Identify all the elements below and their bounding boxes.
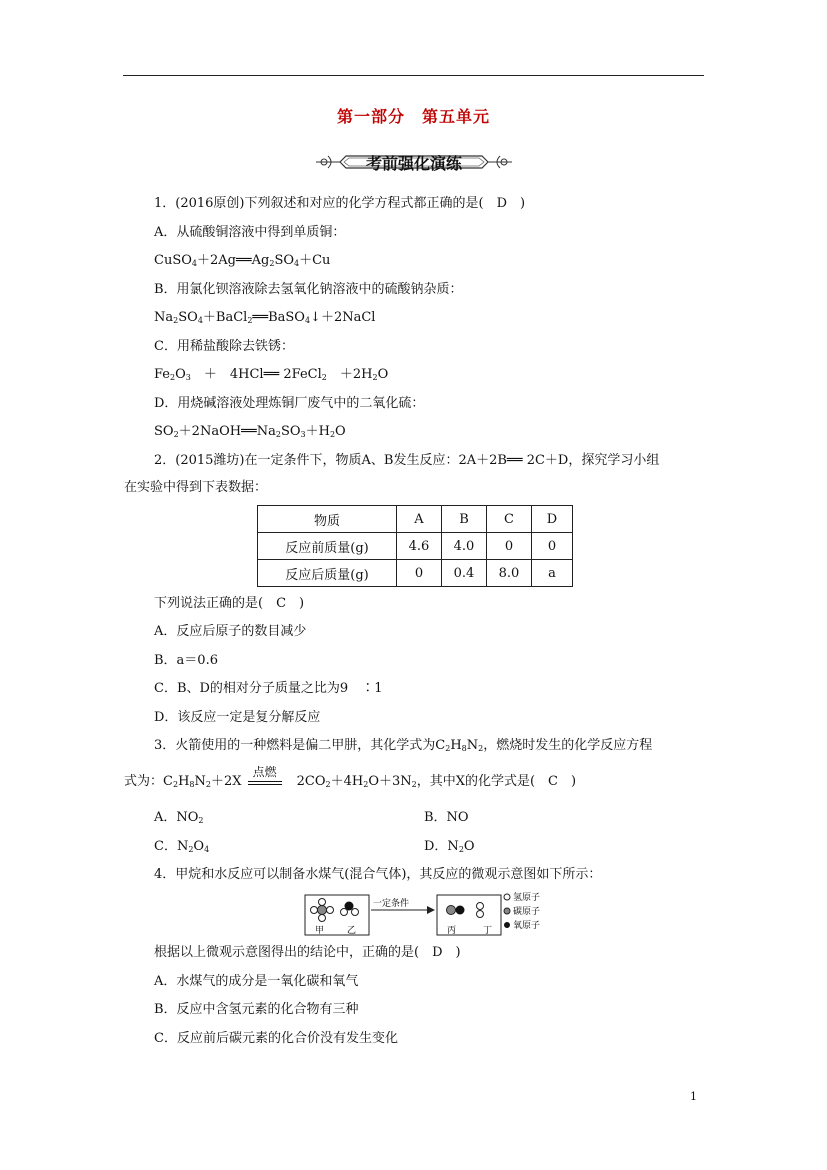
legend-hydrogen: 氢原子 [513, 893, 541, 903]
q3-line2-prefix: 式为： [124, 774, 164, 789]
section-banner [314, 146, 514, 178]
q1-option-d: D．用烧碱溶液处理炼铜厂废气中的二氧化硫： [154, 396, 425, 411]
q2-option-a: A．反应后原子的数目减少 [154, 624, 307, 639]
q1-stem: 1．(2016原创)下列叙述和对应的化学方程式都正确的是( D ) [154, 196, 526, 211]
page-number: 1 [690, 1090, 697, 1103]
q1-option-b: B．用氯化钡溶液除去氢氧化钠溶液中的硫酸钠杂质： [154, 282, 463, 297]
q3-stem-prefix: 3．火箭使用的一种燃料是偏二甲肼，其化学式为 [154, 738, 436, 753]
diagram-label-yi: 乙 [347, 926, 357, 936]
equals-sign-icon [248, 781, 282, 785]
reaction-condition [246, 765, 284, 791]
table-cell: a [532, 560, 573, 587]
table-cell: 4.0 [442, 533, 487, 560]
table-cell: 0.4 [442, 560, 487, 587]
q3-option-d: D．$N_2O$ [424, 839, 475, 854]
table-cell: 反应后质量(g) [258, 560, 397, 587]
banner-title: 考前强化演练 [365, 154, 462, 173]
table-cell: 反应前质量(g) [258, 533, 397, 560]
table-cell: 4.6 [397, 533, 442, 560]
q2-option-c: C．B、D的相对分子质量之比为9 ∶1 [154, 681, 383, 696]
table-cell: 0 [397, 560, 442, 587]
q3-option-a: A．$NO_2$ [154, 810, 204, 825]
q1-equation-c: $Fe_2O_3$ ＋ 4HCl══ 2FeCl$_2$ $+2H_2O$ [154, 367, 389, 382]
q2-option-d: D．该反应一定是复分解反应 [154, 710, 321, 725]
page-title: 第一部分 第五单元 [336, 107, 490, 126]
diagram-arrow-label: 一定条件 [373, 899, 410, 909]
table-cell: 0 [487, 533, 532, 560]
diagram-label-bing: 丙 [447, 926, 457, 936]
table-row [258, 560, 573, 587]
table-header-cell: D [532, 506, 573, 533]
legend-oxygen: 氧原子 [513, 921, 541, 931]
table-cell: 8.0 [487, 560, 532, 587]
q3-stem-suffix: ，燃烧时发生的化学反应方程 [483, 738, 653, 753]
q1-equation-d: $SO_2+2NaOH══Na_2SO_3+H_2O$ [154, 424, 346, 439]
table-cell: 0 [532, 533, 573, 560]
q2-data-table [257, 505, 573, 587]
q4-option-b: B．反应中含氢元素的化合物有三种 [154, 1002, 359, 1017]
q1-equation-b: $Na_2SO_4+BaCl_2══BaSO_4↓+2NaCl$ [154, 310, 376, 325]
q1-option-a: A．从硫酸铜溶液中得到单质铜： [154, 225, 346, 240]
table-row [258, 533, 573, 560]
q2-stem-line1: 2．(2015潍坊)在一定条件下，物质A、B发生反应：2A＋2B══ 2C＋D，探究学习小组 [154, 453, 660, 468]
table-header-cell: 物质 [258, 506, 397, 533]
q3-option-c: C．$N_2O_4$ [154, 839, 210, 854]
diagram-label-jia: 甲 [315, 926, 325, 936]
q1-option-c: C．用稀盐酸除去铁锈： [154, 339, 294, 354]
molecule-diagram-icon [303, 890, 563, 940]
q1-equation-a: $CuSO_4+2Ag══Ag_2SO_4+Cu$ [154, 253, 331, 268]
q2-option-b: B．a＝0.6 [154, 653, 218, 668]
table-header-cell: B [442, 506, 487, 533]
reaction-condition-label: 点燃 [252, 765, 277, 779]
q4-option-a: A．水煤气的成分是一氧化碳和氧气 [154, 974, 359, 989]
q4-reaction-diagram [303, 890, 563, 940]
header-rule [123, 75, 704, 76]
table-header-cell: C [487, 506, 532, 533]
q4-question: 根据以上微观示意图得出的结论中，正确的是( D ) [154, 945, 461, 960]
diagram-label-ding: 丁 [483, 926, 493, 936]
q2-stem-line2: 在实验中得到下表数据： [124, 480, 268, 495]
table-header-row [258, 506, 573, 533]
table-header-cell: A [397, 506, 442, 533]
q3-option-b: B．NO [424, 810, 469, 825]
q3-stem-line1: 3．火箭使用的一种燃料是偏二甲肼，其化学式为$C_2H_8N_2$，燃烧时发生的化学反应方程 [154, 738, 653, 753]
legend-carbon: 碳原子 [513, 907, 541, 917]
q3-line2-suffix: ，其中X的化学式是( C ) [416, 774, 577, 789]
q4-option-c: C．反应前后碳元素的化合价没有发生变化 [154, 1031, 398, 1046]
q3-stem-line2: 式为：$C_2H_8N_2+2X$ 点燃 $2CO_2+4H_2O+3N_2$，其中X的化学式是( C ) [124, 765, 577, 789]
q4-stem: 4．甲烷和水反应可以制备水煤气(混合气体)，其反应的微观示意图如下所示： [154, 867, 602, 882]
q2-question: 下列说法正确的是( C ) [154, 596, 305, 611]
